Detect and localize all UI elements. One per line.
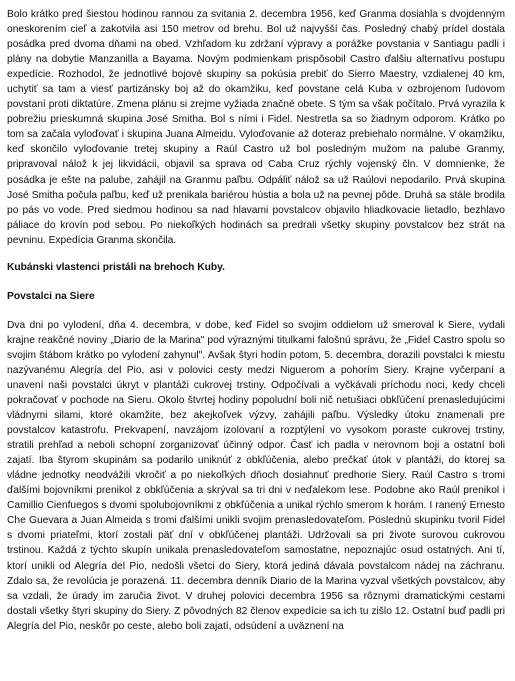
paragraph-rebels-in-sierra: Dva dni po vylodení, dňa 4. decembra, v dobe, keď Fidel so svojim oddielom už smeroval k Siere, vydali krajne reakčné noviny „Diario de la Marina" pod výraznými titulkami falošnú správu, že „Fidel Castro spolu so svojim štábom krátko po vylodení zahynul". Avšak štyri hodín potom, 5. decembra, dorazili povstalci k miestu nazývanému Alegría del Pio, asi v polovici cesty medzi Niguerom a pohorím Siery. Krajne vyčerpaní a unavení naši povstalci úkryt v plantáži cukrovej trstiny. Odpočívali a vyčkávali príchodu noci, kedy chceli pokračovať v pochode na Sieru. Okolo štvrtej hodiny popoludní boli nič netušiaci obkľúčení prenasledujúcimi vládnymi silami, ktoré okamžite, bez akejkoľvek výzvy, zahájili paľbu. Výsledky útoku znamenali pre povstalcov katastrofu. Prekvapení, navzájom izolovaní a rozptýlení vo vysokom poraste cukrovej trstiny, stratili prehľad a neboli schopní zorganizovať účinný odpor. Časť ich padla v nerovnom boji a ostatní boli zajatí. Iba štyrom skupinám sa podarilo uniknúť z obkľúčenia, alebo prečkať útok v plantáži, do ktorej sa vládne jednotky neodvážili vkročiť a po niekoľkých dňoch dosiahnuť predhorie Siery. Raúl Castro s tromi ďalšími bojovníkmi prenikol z obkľúčenia a skrýval sa tri dni v neďalekom lese. Podobne ako Raúl prenikol i Camillio Cienfuegos s dvomi spolubojovníkmi z obkľúčenia a unikal rýchlo smerom k horám. I ranený Ernesto Che Guevara a Juan Almeida s tromi ďalšími unikli svojim prenasledovateľom. Poslednú skupinku tvoril Fidel s dvomi priateľmi, ktorí zostali päť dní v obkľúčenej plantáži. Udržovali sa pri živote surovou cukrovou trstinou. Každá z týchto skupín unikala prenasledovateľom samostatne, nepoznajúc osud ostatných. Ani tí, ktorí unikli od Alegría del Pio, nedošli všetci do Siery, ktorá jediná dávala povstalcom nádej na záchranu. Zdalo sa, že revolúcia je porazená. 11. decembra denník Diario de la Marina vyzval všetkých povstalcov, aby sa vzdali, že úrady im zaručia život. V druhej polovici decembra 1956 sa rôznymi dramatickými cestami dostali všetky štyri skupiny do Siery. Z pôvodných 82 členov expedície sa ich tu zišlo 12. Ostatní buď padli pri Alegría del Pio, neskôr po ceste, alebo boli zajatí, odsúdení a uväznení na [7,319,505,632]
section-heading-rebels-in-sierra: Povstalci na Siere [7,290,95,302]
section-heading-landing: Kubánski vlastenci pristáli na brehoch Kuby. [7,261,225,273]
paragraph-granma-landing: Bolo krátko pred šiestou hodinou rannou za svitania 2. decembra 1956, keď Granma dosiahla s dvojdenným oneskorením cieľ a zakotvila asi 150 metrov od brehu. Bol už najvyšší čas. Posledný chabý prídel dostala posádka pred dvoma dňami na obed. Vzhľadom ku zdržaní výpravy a porážke povstania v Santiagu padli i plány na dobytie Manzanilla a Bayama. Novým podmienkam prispôsobil Castro ďalšiu alternatívu postupu expedície. Rozhodol, že jednotlivé bojové skupiny sa pokúsia prebiť do Sierro Maestry, vzdialenej 40 km, uchytiť sa tam a viesť partizánsky boj až do okamžiku, keď povstane celá Kuba v ozbrojenom ľudovom povstaní proti diktatúre. Zmena plánu si zrejme vyžiada značné obete. S tým sa však počítalo. Prvá vyrazila k pobrežiu prieskumná skupina José Smitha. Bol s ními i Fidel. Nestretla sa so žiadnym odporom. Krátko po tom sa začala vyloďovať i skupina Juana Almeidu. Vyloďovanie až doteraz prebiehalo normálne. V okamžiku, keď skončilo vyloďovanie tretej skupiny a Raúl Castro už bol posledným mužom na palube Granmy, pripravoval nálož k jej likvidácii, objavil sa sprava od Caba Cruz rýchly vojenský čln. V domnienke, že posádka je ešte na palube, zahájil na Granmu paľbu. Odpáliť nálož sa už Raúlovi nepodarilo. Prvá skupina José Smitha počula paľbu, keď už prenikala bariérou hústia a bola už na pevnej pôde. Druhá sa stále brodila po pás vo vode. Pred siedmou hodinou sa nad hlavami povstalcov objavilo hliadkovacie lietadlo, bezhlavo páliace do krovín pod sebou. Po niekoľkých hodinách sa predrali všetky skupiny povstalcov bez strát na pevninu. Expedícia Granma skončila. [7,9,505,246]
